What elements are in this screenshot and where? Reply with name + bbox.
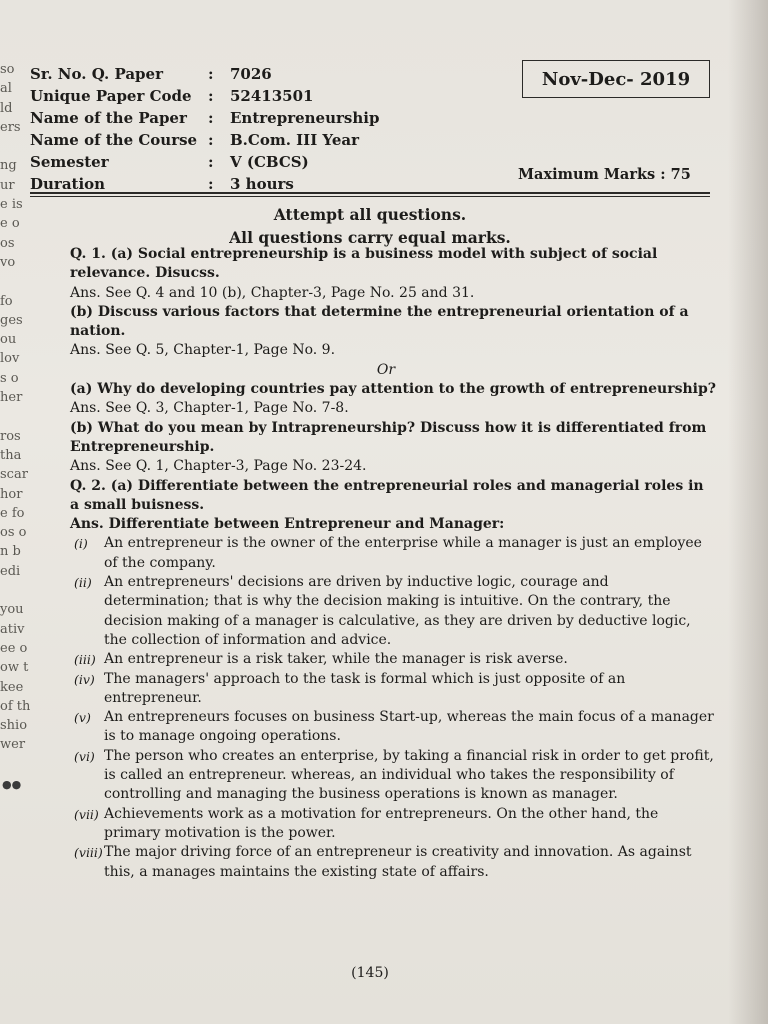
point-number: (iv) xyxy=(74,671,95,687)
bleed-fragment: ers xyxy=(0,119,21,135)
header-row: Name of the Course : B.Com. III Year xyxy=(30,131,360,149)
point-text: Achievements work as a motivation for entrepreneurs. On the other hand, the primary motivation is the power. xyxy=(104,805,659,841)
answer-points-list xyxy=(36,534,716,881)
point-text: An entrepreneurs focuses on business Start-up, whereas the main focus of a manager is to manage ongoing operations. xyxy=(104,709,714,745)
bleed-fragment: e is xyxy=(0,197,23,213)
answer-point xyxy=(36,670,716,709)
header-row: Duration : 3 hours xyxy=(30,175,294,193)
bleed-fragment: ges xyxy=(0,312,23,328)
header-row: Name of the Paper : Entrepreneurship xyxy=(30,109,380,127)
bleed-fragment: lov xyxy=(0,351,20,367)
point-text: The managers' approach to the task is formal which is just opposite of an entrepreneur. xyxy=(104,670,626,706)
answer-2a-heading: Ans. Differentiate between Entrepreneur and Manager: xyxy=(70,516,505,533)
answer-point xyxy=(36,805,716,844)
answer-1a: Ans. See Q. 4 and 10 (b), Chapter-3, Page No. 25 and 31. xyxy=(70,284,475,301)
bleed-fragment: edi xyxy=(0,563,21,579)
bleed-fragment xyxy=(0,272,34,291)
bleed-fragment: hor xyxy=(0,486,23,502)
previous-page-bleed xyxy=(0,60,34,820)
bleed-fragment: shio xyxy=(0,718,28,734)
answer-point xyxy=(36,843,716,882)
bleed-fragment: ng xyxy=(0,158,17,174)
answer-1a-alt: Ans. See Q. 3, Chapter-1, Page No. 7-8. xyxy=(70,400,349,417)
maximum-marks: Maximum Marks : 75 xyxy=(518,166,691,183)
header-row: Sr. No. Q. Paper : 7026 xyxy=(30,65,272,83)
bleed-fragment: ee o xyxy=(0,640,28,656)
header-row: Semester : V (CBCS) xyxy=(30,153,309,171)
instruction-line: All questions carry equal marks. xyxy=(229,228,511,247)
bleed-fragment: n b xyxy=(0,544,21,560)
bleed-fragment: tha xyxy=(0,447,22,463)
bleed-fragment: ativ xyxy=(0,621,25,637)
point-number: (ii) xyxy=(74,575,92,591)
bleed-fragment: os o xyxy=(0,525,27,541)
bleed-fragment xyxy=(0,755,34,774)
point-text: An entrepreneur is the owner of the enterprise while a manager is just an employee of the company. xyxy=(104,535,702,571)
point-text: An entrepreneur is a risk taker, while the manager is risk averse. xyxy=(104,651,568,668)
answer-point xyxy=(36,708,716,747)
header-row: Unique Paper Code : 52413501 xyxy=(30,87,314,105)
header-divider xyxy=(30,192,710,194)
bleed-fragment: fo xyxy=(0,293,13,309)
point-text: The major driving force of an entrepreneur is creativity and innovation. As against this, a manages maintains the existing state of affairs. xyxy=(104,844,692,880)
point-text: The person who creates an enterprise, by taking a financial risk in order to get profit, is called an entrepreneur. whereas, an individual who takes the responsibility of controlling and managing the business operations is known as manager. xyxy=(104,747,714,803)
question-1b-alt: (b) What do you mean by Intrapreneurship? Discuss how it is differentiated from Entrepreneurship. xyxy=(70,419,707,455)
bleed-fragment: kee xyxy=(0,679,24,695)
point-number: (vii) xyxy=(74,806,99,822)
bleed-fragment: you xyxy=(0,602,24,618)
point-number: (vi) xyxy=(74,748,95,764)
question-1a-alt: (a) Why do developing countries pay attention to the growth of entrepreneurship? xyxy=(70,381,716,398)
bleed-fragment: ur xyxy=(0,177,15,193)
bleed-fragment: ow t xyxy=(0,660,29,676)
bleed-fragment xyxy=(0,581,34,600)
bleed-fragment: s o xyxy=(0,370,19,386)
point-number: (i) xyxy=(74,536,88,552)
bleed-fragment: ros xyxy=(0,428,21,444)
answer-point xyxy=(36,747,716,805)
question-1a: Q. 1. (a) Social entrepreneurship is a business model with subject of social relevance. Disucss. xyxy=(70,246,658,282)
bleed-fragment: scar xyxy=(0,467,28,483)
answer-point xyxy=(36,573,716,650)
point-text: An entrepreneurs' decisions are driven by inductive logic, courage and determination; that is why the decision making is intuitive. On the contrary, the decision making of a manager is calculative, as they are driven by deductive logic, the collection of information and advice. xyxy=(104,574,691,648)
bleed-fragment: ou xyxy=(0,332,17,348)
or-separator: Or xyxy=(376,361,396,378)
bleed-dots: ●● xyxy=(2,778,22,791)
point-number: (v) xyxy=(74,710,91,726)
bleed-fragment: wer xyxy=(0,737,26,753)
answer-1b: Ans. See Q. 5, Chapter-1, Page No. 9. xyxy=(70,342,336,359)
bleed-fragment xyxy=(0,407,34,426)
question-content xyxy=(36,245,716,882)
answer-1b-alt: Ans. See Q. 1, Chapter-3, Page No. 23-24. xyxy=(70,458,367,475)
exam-date-box: Nov-Dec- 2019 xyxy=(522,60,710,98)
bleed-fragment: her xyxy=(0,390,23,406)
question-1b: (b) Discuss various factors that determine the entrepreneurial orientation of a nation. xyxy=(70,303,689,340)
bleed-fragment: vo xyxy=(0,254,16,270)
answer-point xyxy=(36,650,716,669)
bleed-fragment: of th xyxy=(0,698,31,714)
bleed-fragment: ld xyxy=(0,100,13,116)
point-number: (iii) xyxy=(74,652,96,668)
question-2a: Q. 2. (a) Differentiate between the entrepreneurial roles and managerial roles in a small buisness. xyxy=(70,477,704,513)
page-curve-shadow xyxy=(728,0,768,1024)
bleed-fragment: al xyxy=(0,81,12,97)
bleed-fragment: e fo xyxy=(0,505,25,521)
bleed-fragment: e o xyxy=(0,216,20,232)
header-divider-thin xyxy=(30,196,710,197)
bleed-fragment: so xyxy=(0,62,15,77)
point-number: (viii) xyxy=(74,845,103,861)
bleed-fragment: os xyxy=(0,235,15,251)
bleed-fragment xyxy=(0,137,34,156)
answer-point xyxy=(36,534,716,573)
instruction-line: Attempt all questions. xyxy=(273,205,467,224)
page-number: (145) xyxy=(351,965,389,981)
